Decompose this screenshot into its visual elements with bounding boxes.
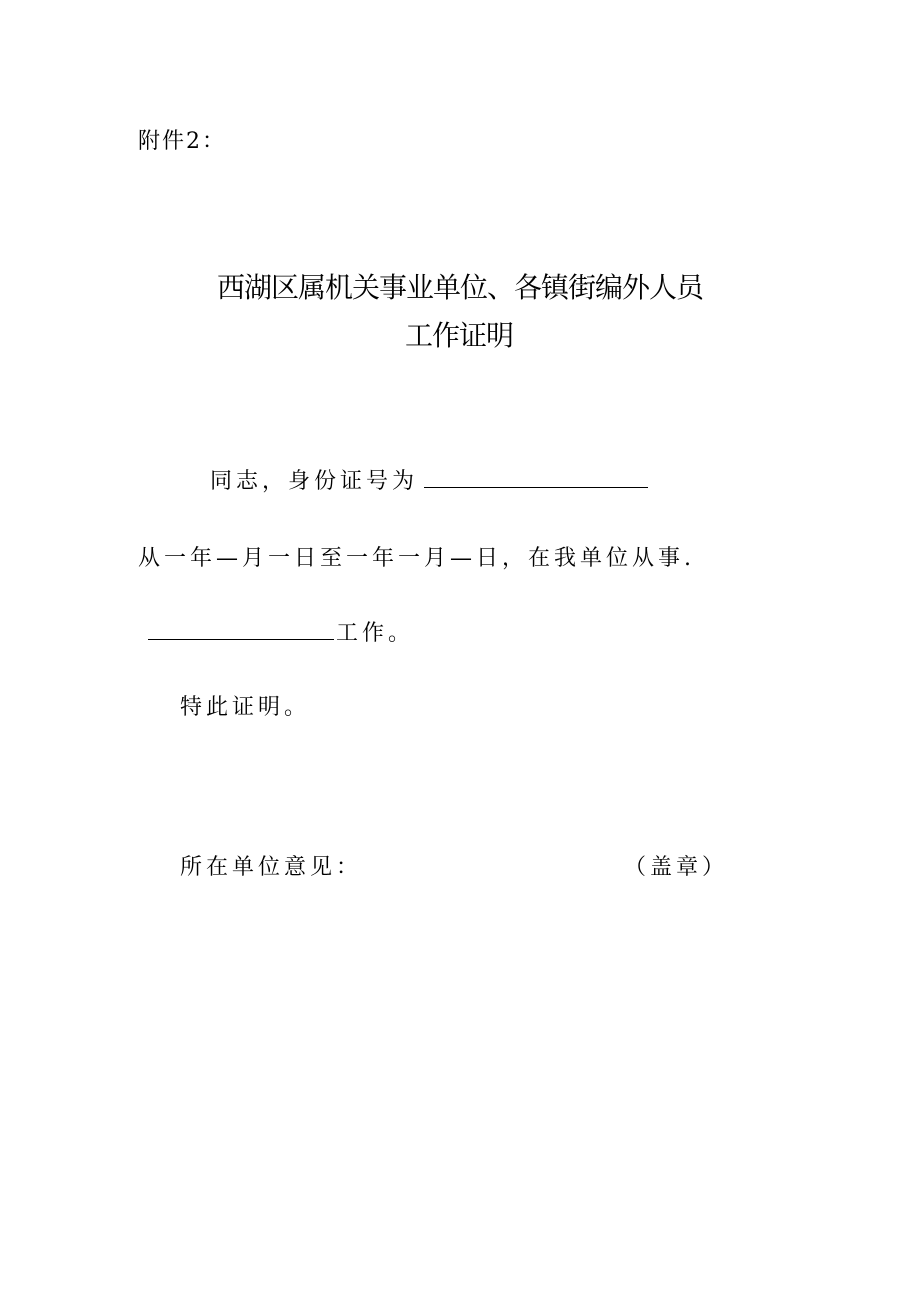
employment-period-text: 从一年—月一日至一年一月—日，在我单位从事. (138, 546, 695, 571)
unit-opinion-label: 所在单位意见： (180, 855, 363, 880)
seal-label: （盖章） (624, 855, 729, 880)
comrade-prefix-text: 同志，身份证号为 (210, 469, 419, 494)
job-title-blank (148, 617, 334, 640)
certify-text: 特此证明。 (180, 695, 311, 720)
job-line (148, 616, 414, 647)
attachment-label: 附件2： (138, 129, 226, 154)
document-title: 西湖区属机关事业单位、各镇街编外人员 (216, 271, 703, 304)
id-number-line (210, 464, 648, 495)
document-subtitle: 工作证明 (404, 319, 513, 352)
id-number-blank (424, 465, 648, 488)
work-suffix-text: 工作。 (336, 621, 415, 646)
